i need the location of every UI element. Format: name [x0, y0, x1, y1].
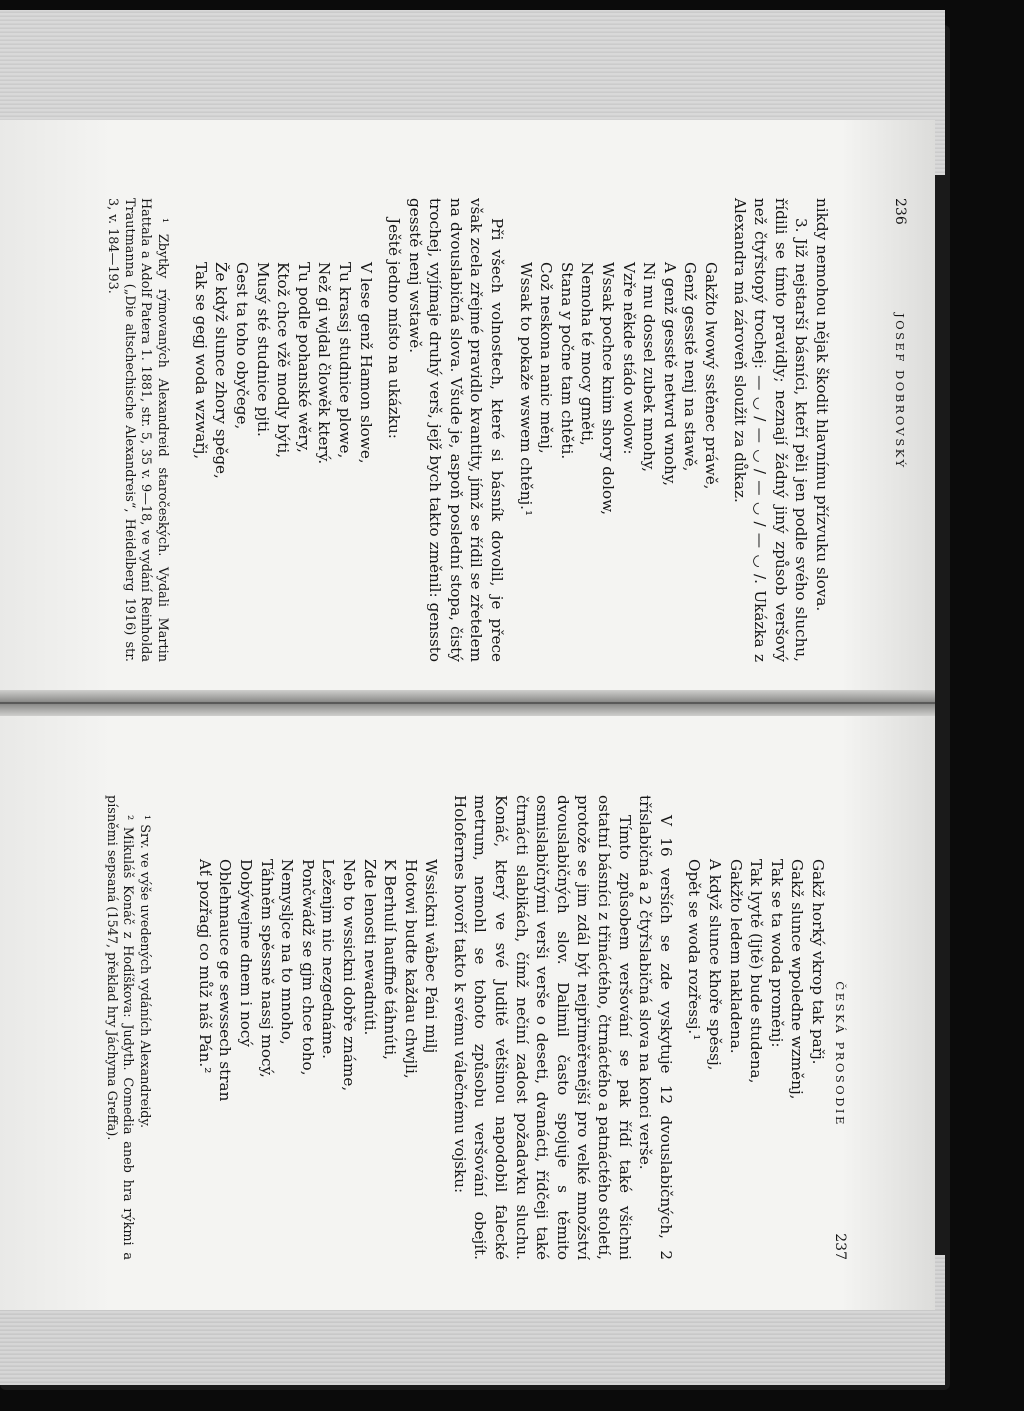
verse-line: Neb to wssickni dobře známe,	[339, 859, 358, 1092]
verse-line: Ať pozřagj co můž náš Pán.²	[195, 859, 214, 1074]
verse-line: A genž gesstě netwrd wnohy,	[660, 262, 679, 487]
verse-line: Musý sté studnice pjti.	[253, 262, 272, 437]
running-head: ČESKÁ PROSODIE	[833, 981, 847, 1127]
verse-line: Wssickni wâbec Páni milj	[422, 859, 441, 1054]
verse-line: Leženjm nic nezgednáme.	[319, 859, 338, 1060]
left-page-footnote	[104, 198, 170, 662]
verse-line: Zde lenosti newadnúti.	[360, 859, 379, 1036]
verse-block	[190, 198, 375, 662]
footnote: ² Mikuláš Konáč z Hodíškova: Judyth. Comedia aneb hra rýkmi a písněmi sepsaná (1547, překlad hry Jáchyma Greffa).	[103, 795, 136, 1260]
verse-line: Gest ta toho obyčege,	[232, 262, 251, 430]
verse-line: Tak se ta woda proměnj:	[767, 859, 786, 1048]
paragraph: nikdy nemohou nějak škodit hlavnímu přízvuku slova.	[813, 198, 831, 612]
verse-line: Ktož chce vžě modly býti,	[274, 262, 293, 459]
verse-line: Genž gesstě nenj na stawě,	[681, 262, 700, 472]
verse-line: Že když slunce zhory spěge,	[212, 262, 231, 479]
verse-line: Wssak pochce knim shory dolow,	[599, 262, 618, 516]
paragraph: Ještě jedno místo na ukázku:	[385, 218, 404, 439]
footnote: ¹ Srv. ve výše uvedených vydáních Alexandreidy.	[137, 815, 152, 1129]
page-number: 236	[892, 198, 908, 225]
left-page-body	[190, 198, 832, 662]
paragraph: Při všech volnostech, které si básník dovolil, je přece však zcela zřejmé pravidlo kvantity, jímž se řídil se zřetelem na dvouslabičná slova. Všude je, aspoň poslední stopa, čistý trochej, vyjímaje druhý verš, jejž bych takto změnil: genssto gesstě nenj wstawě.	[405, 198, 507, 662]
paragraph: Tímto způsobem veršování se pak řídí také všichni ostatní básníci z třináctého, čtrnáctého a patnáctého století, protože se jim zdál být nejpřiměřenější pro velké množství dvouslabičných slov. Dalimil často spojuje s těmito osmislabičnými verši verše o deseti, dvanácti, řídčeji také čtrnácti slabikách, čímž nečiní zadost požadavku sluchu. Konáč, který ve své Juditě většinou napodobil falecké metrum, nemohl se tohoto způsobu veršování obejít. Holofernes hovoří takto k svému válečnému vojsku:	[450, 795, 634, 1260]
verse-block	[684, 795, 828, 1260]
page-number: 237	[832, 1233, 848, 1260]
verse-line: Gakž horký vkrop tak pařj.	[809, 859, 827, 1065]
verse-line: Pončwádž se gjm chce toho,	[298, 859, 317, 1076]
right-page-footnotes	[102, 795, 152, 1260]
right-page-body	[194, 795, 828, 1260]
verse-line: Nemoha té mocy gměti,	[578, 262, 597, 446]
verse-block	[194, 795, 441, 1260]
footnote: ¹ Zbytky rýmovaných Alexandreid staročeských. Vydali Martin Hattala a Adolf Patera 1. 1881, str. 5, 35 v. 9—18, ve vydání Reinholda Trautmanna („Die altschechische Alexandreis“, Heidelberg 1916) str. 3, v. 184—193.	[105, 198, 170, 662]
verse-line: Což neskona nanic měnj,	[537, 262, 556, 454]
paragraph: 3. Již nejstarší básníci, kteří pěli jen podle svého sluchu, řídili se tímto pravidly; neznají žádný jiný způsob veršový než čtyřstopý trochej: — ◡ / — ◡ / — ◡ / — ◡ /. Ukázka z Alexandra má zároveň sloužit za důkaz.	[730, 198, 811, 662]
verse-line: Tu podle pohanské wěry,	[294, 262, 313, 453]
verse-line: Tak se gegj woda wzwařj,	[191, 262, 210, 460]
verse-line: V lese genž Hamon slowe,	[356, 262, 375, 464]
paragraph: V 16 verších se zde vyskytuje 12 dvouslabičných, 2 tříslabičná a 2 čtyřslabičná slova na konci verše.	[636, 795, 675, 1260]
verse-line: K Berhulí hauffně táhnúti,	[381, 859, 400, 1060]
verse-line: Táhněm spěssně nassj mocý,	[257, 859, 276, 1078]
verse-line: Tu krassj studnice plowe,	[335, 262, 354, 459]
verse-line: Opět se woda rozřessj.¹	[685, 859, 704, 1041]
verse-line: Tak lyytě (ljtě) bude studena,	[747, 859, 766, 1084]
verse-line: Gakž slunce wpoledne wzměnj,	[788, 859, 807, 1100]
verse-line: A když slunce khoře spěssj,	[706, 859, 725, 1071]
left-page-header	[880, 198, 920, 638]
verse-line: Dobýwejme dnem i nocý	[236, 859, 255, 1047]
running-head: JOSEF DOBROVSKÝ	[893, 313, 907, 470]
book-gutter	[0, 690, 935, 716]
verse-line: Nemysljce na to mnoho,	[278, 859, 297, 1045]
verse-line: Hotowi budte každau chwjli,	[401, 859, 420, 1079]
verse-line: Oblehmauce ge sewssech stran	[216, 859, 235, 1102]
verse-block	[515, 198, 721, 662]
verse-line: Stana y počne tam chtěti.	[557, 262, 576, 460]
verse-line: Gakžto lwowý sstěnec práwě,	[702, 262, 721, 490]
verse-line: Vzře někde stádo wolow:	[619, 262, 638, 455]
verse-line: Než gi wjdal člowěk který.	[315, 262, 334, 465]
verse-line: Gakžto ledem nakladena.	[726, 859, 745, 1054]
verse-line: Wssak to pokaže wswem chtěnj.¹	[516, 262, 535, 517]
verse-line: Ni mu dossel zubek mnohy,	[640, 262, 659, 473]
